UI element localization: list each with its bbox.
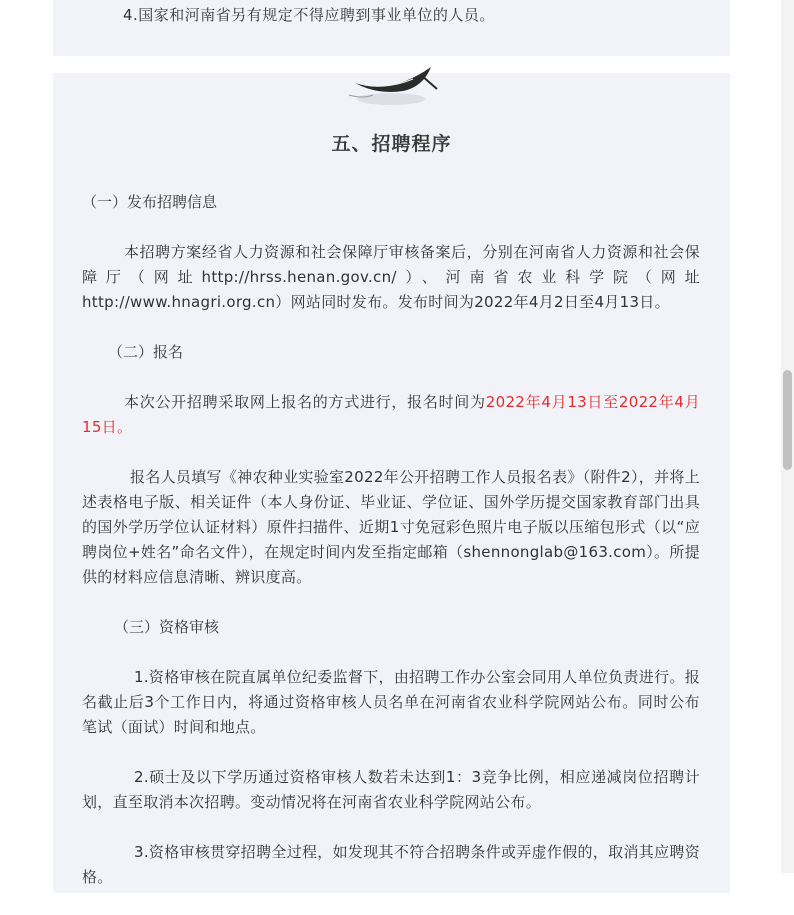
registration-heading: （二）报名 — [108, 343, 184, 361]
registration-method-text: 本次公开招聘采取网上报名的方式进行，报名时间为 — [124, 393, 486, 411]
registration-method-paragraph — [82, 390, 700, 440]
review-item-1: 1.资格审核在院直属单位纪委监督下，由招聘工作办公室会同用人单位负责进行。报名截止后3个工作日内，将通过资格审核人员名单在河南省农业科学院网站公布。同时公布笔试（面试）时间和地点。 — [82, 668, 700, 736]
recruitment-procedure-card — [53, 73, 730, 893]
review-item-3: 3.资格审核贯穿招聘全过程，如发现其不符合招聘条件或弄虚作假的，取消其应聘资格。 — [82, 843, 700, 886]
registration-materials-paragraph: 报名人员填写《神农种业实验室2022年公开招聘工作人员报名表》（附件2），并将上述表格电子版、相关证件（本人身份证、毕业证、学位证、国外学历提交国家教育部门出具的国外学历学位认证材料）原件扫描件、近期1寸免冠彩色照片电子版以压缩包形式（以“应聘岗位+姓名”命名文件），在规定时间内发至指定邮箱（shennonglab@163.com）。所提供的材料应信息清晰、辨识度高。 — [82, 468, 700, 586]
registration-period: 2022年4月13日至2022年4月15日。 — [82, 393, 700, 436]
page-scrollbar[interactable] — [781, 0, 794, 873]
publish-paragraph: 本招聘方案经省人力资源和社会保障厅审核备案后，分别在河南省人力资源和社会保障厅（网址http://hrss.henan.gov.cn/）、河南省农业科学院（网址http://www.hnagri.org.cn）网站同时发布。发布时间为2022年4月2日至4月13日。 — [82, 243, 700, 311]
section-title: 五、招聘程序 — [331, 133, 452, 155]
previous-section-last-item: 4.国家和河南省另有规定不得应聘到事业单位的人员。 — [123, 6, 495, 24]
section-content — [82, 190, 700, 915]
boat-icon — [343, 65, 443, 113]
publish-heading: （一）发布招聘信息 — [82, 193, 218, 211]
previous-section-card — [53, 0, 730, 56]
review-heading: （三）资格审核 — [114, 618, 220, 636]
scrollbar-thumb[interactable] — [783, 370, 792, 470]
review-item-2: 2.硕士及以下学历通过资格审核人数若未达到1：3竞争比例，相应递减岗位招聘计划，直至取消本次招聘。变动情况将在河南省农业科学院网站公布。 — [82, 768, 700, 811]
